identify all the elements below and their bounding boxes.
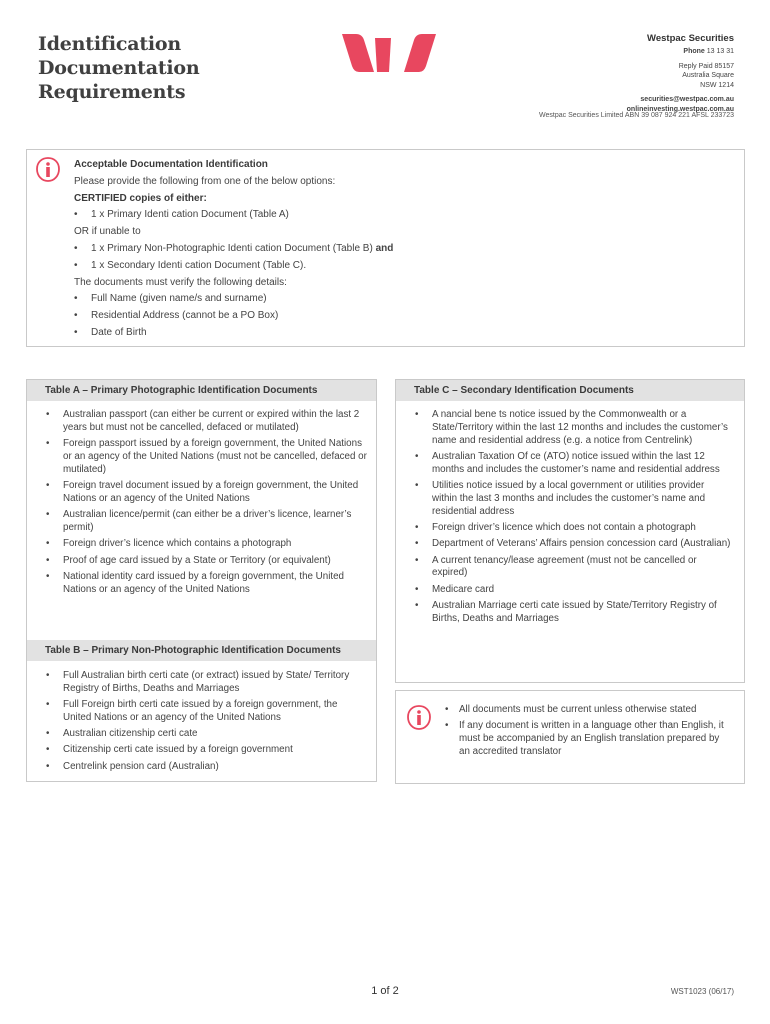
title-line-2: Requirements [38, 81, 186, 103]
list-item: • A nancial bene ts notice issued by the Commonwealth or a State/Territory within the last 12 months and includes the customer’s name and residential address (e.g. a notice from Centrelink) [396, 409, 732, 448]
list-item: • Foreign passport issued by a foreign government, the United Nations or an agency of the United Nations (must not be cancelled, defaced or mutilated) [27, 438, 367, 477]
address-line-1: Reply Paid 85157 [678, 62, 734, 70]
phone-line [474, 47, 734, 57]
table-a-list [27, 409, 367, 597]
list-item: • Full Australian birth certi cate (or extract) issued by State/ Territory Registry of Births, Deaths and Marriages [27, 670, 367, 696]
list-item: • Centrelink pension card (Australian) [27, 761, 367, 774]
address-line-3: NSW 1214 [700, 81, 734, 89]
list-item: • Department of Veterans’ Affairs pension concession card (Australian) [396, 538, 732, 551]
list-item: • Australian Marriage certi cate issued by State/Territory Registry of Births, Deaths and Marriages [396, 600, 732, 626]
requirements-content [74, 157, 714, 342]
address-line-2: Australia Square [682, 72, 734, 79]
list-item: • Australian passport (can either be current or expired within the last 2 years but must not be cancelled, defaced or mutilated) [27, 409, 367, 435]
list-item: • Australian Taxation Of ce (ATO) notice issued within the last 12 months and includes the customer’s name and residential address [396, 451, 732, 477]
page-number: 1 of 2 [371, 985, 399, 997]
option-2: • 1 x Primary Non-Photographic Identi cation Document (Table B) and [74, 242, 394, 254]
page-title [38, 32, 338, 104]
list-item: • Australian licence/permit (can either be a driver’s licence, learner’s permit) [27, 509, 367, 535]
detail-item: • Full Name (given name/s and surname) [74, 293, 267, 305]
verify-line: The documents must verify the following details: [74, 276, 287, 288]
requirements-heading: Acceptable Documentation Identification [74, 159, 268, 170]
table-b [27, 640, 376, 777]
option-3: • 1 x Secondary Identi cation Document (Table C). [74, 259, 307, 271]
option-1: • 1 x Primary Identi cation Document (Table A) [74, 209, 289, 221]
title-line-1: Identification Documentation [38, 33, 200, 79]
list-item: • National identity card issued by a foreign government, the United Nations or an agency of the United Nations [27, 571, 367, 597]
table-a [27, 380, 376, 600]
phone-number: 13 13 31 [706, 48, 734, 55]
list-item: • Proof of age card issued by a State or Territory (or equivalent) [27, 555, 367, 568]
detail-item: • Residential Address (cannot be a PO Box) [74, 310, 279, 322]
list-item: • A current tenancy/lease agreement (must not be cancelled or expired) [396, 555, 732, 581]
table-c [396, 380, 744, 629]
list-item: • Medicare card [396, 584, 732, 597]
list-item: • All documents must be current unless otherwise stated [445, 704, 730, 717]
email-link[interactable]: securities@westpac.com.au [640, 96, 734, 103]
or-line: OR if unable to [74, 226, 141, 238]
list-item: • If any document is written in a language other than English, it must be accompanied by an English translation prepared by an accredited translator [445, 720, 730, 759]
westpac-logo [342, 34, 436, 72]
list-item: • Australian citizenship certi cate [27, 728, 367, 741]
list-item: • Foreign travel document issued by a foreign government, the United Nations or an agency of the United Nations [27, 480, 367, 506]
info-icon [407, 705, 431, 731]
list-item: • Full Foreign birth certi cate issued by a foreign government, the United Nations or an agency of the United Nations [27, 699, 367, 725]
abn-line: Westpac Securities Limited ABN 39 087 924 221 AFSL 233723 [539, 112, 734, 119]
phone-label: Phone [683, 48, 705, 55]
detail-item: • Date of Birth [74, 326, 147, 338]
table-b-list [27, 670, 367, 774]
contact-block [474, 32, 734, 114]
and-word: and [375, 242, 394, 254]
table-c-list [396, 409, 732, 626]
table-c-header: Table C – Secondary Identification Documents [396, 380, 744, 401]
list-item: • Utilities notice issued by a local government or utilities provider within the last 3 months and includes the customer’s name and residential address [396, 480, 732, 519]
requirements-intro: Please provide the following from one of the below options: [74, 175, 336, 187]
certified-heading: CERTIFIED copies of either: [74, 192, 207, 204]
company-name: Westpac Securities [647, 33, 734, 44]
list-item: • Foreign driver’s licence which does not contain a photograph [396, 522, 732, 535]
website-link[interactable]: onlineinvesting.westpac.com.au [626, 105, 734, 113]
list-item: • Foreign driver’s licence which contains a photograph [27, 538, 367, 551]
form-code: WST1023 (06/17) [670, 987, 734, 996]
table-b-header: Table B – Primary Non-Photographic Identification Documents [27, 640, 376, 661]
notes-list [445, 704, 730, 763]
info-icon [36, 157, 60, 183]
table-a-header: Table A – Primary Photographic Identification Documents [27, 380, 376, 401]
list-item: • Citizenship certi cate issued by a foreign government [27, 744, 367, 757]
